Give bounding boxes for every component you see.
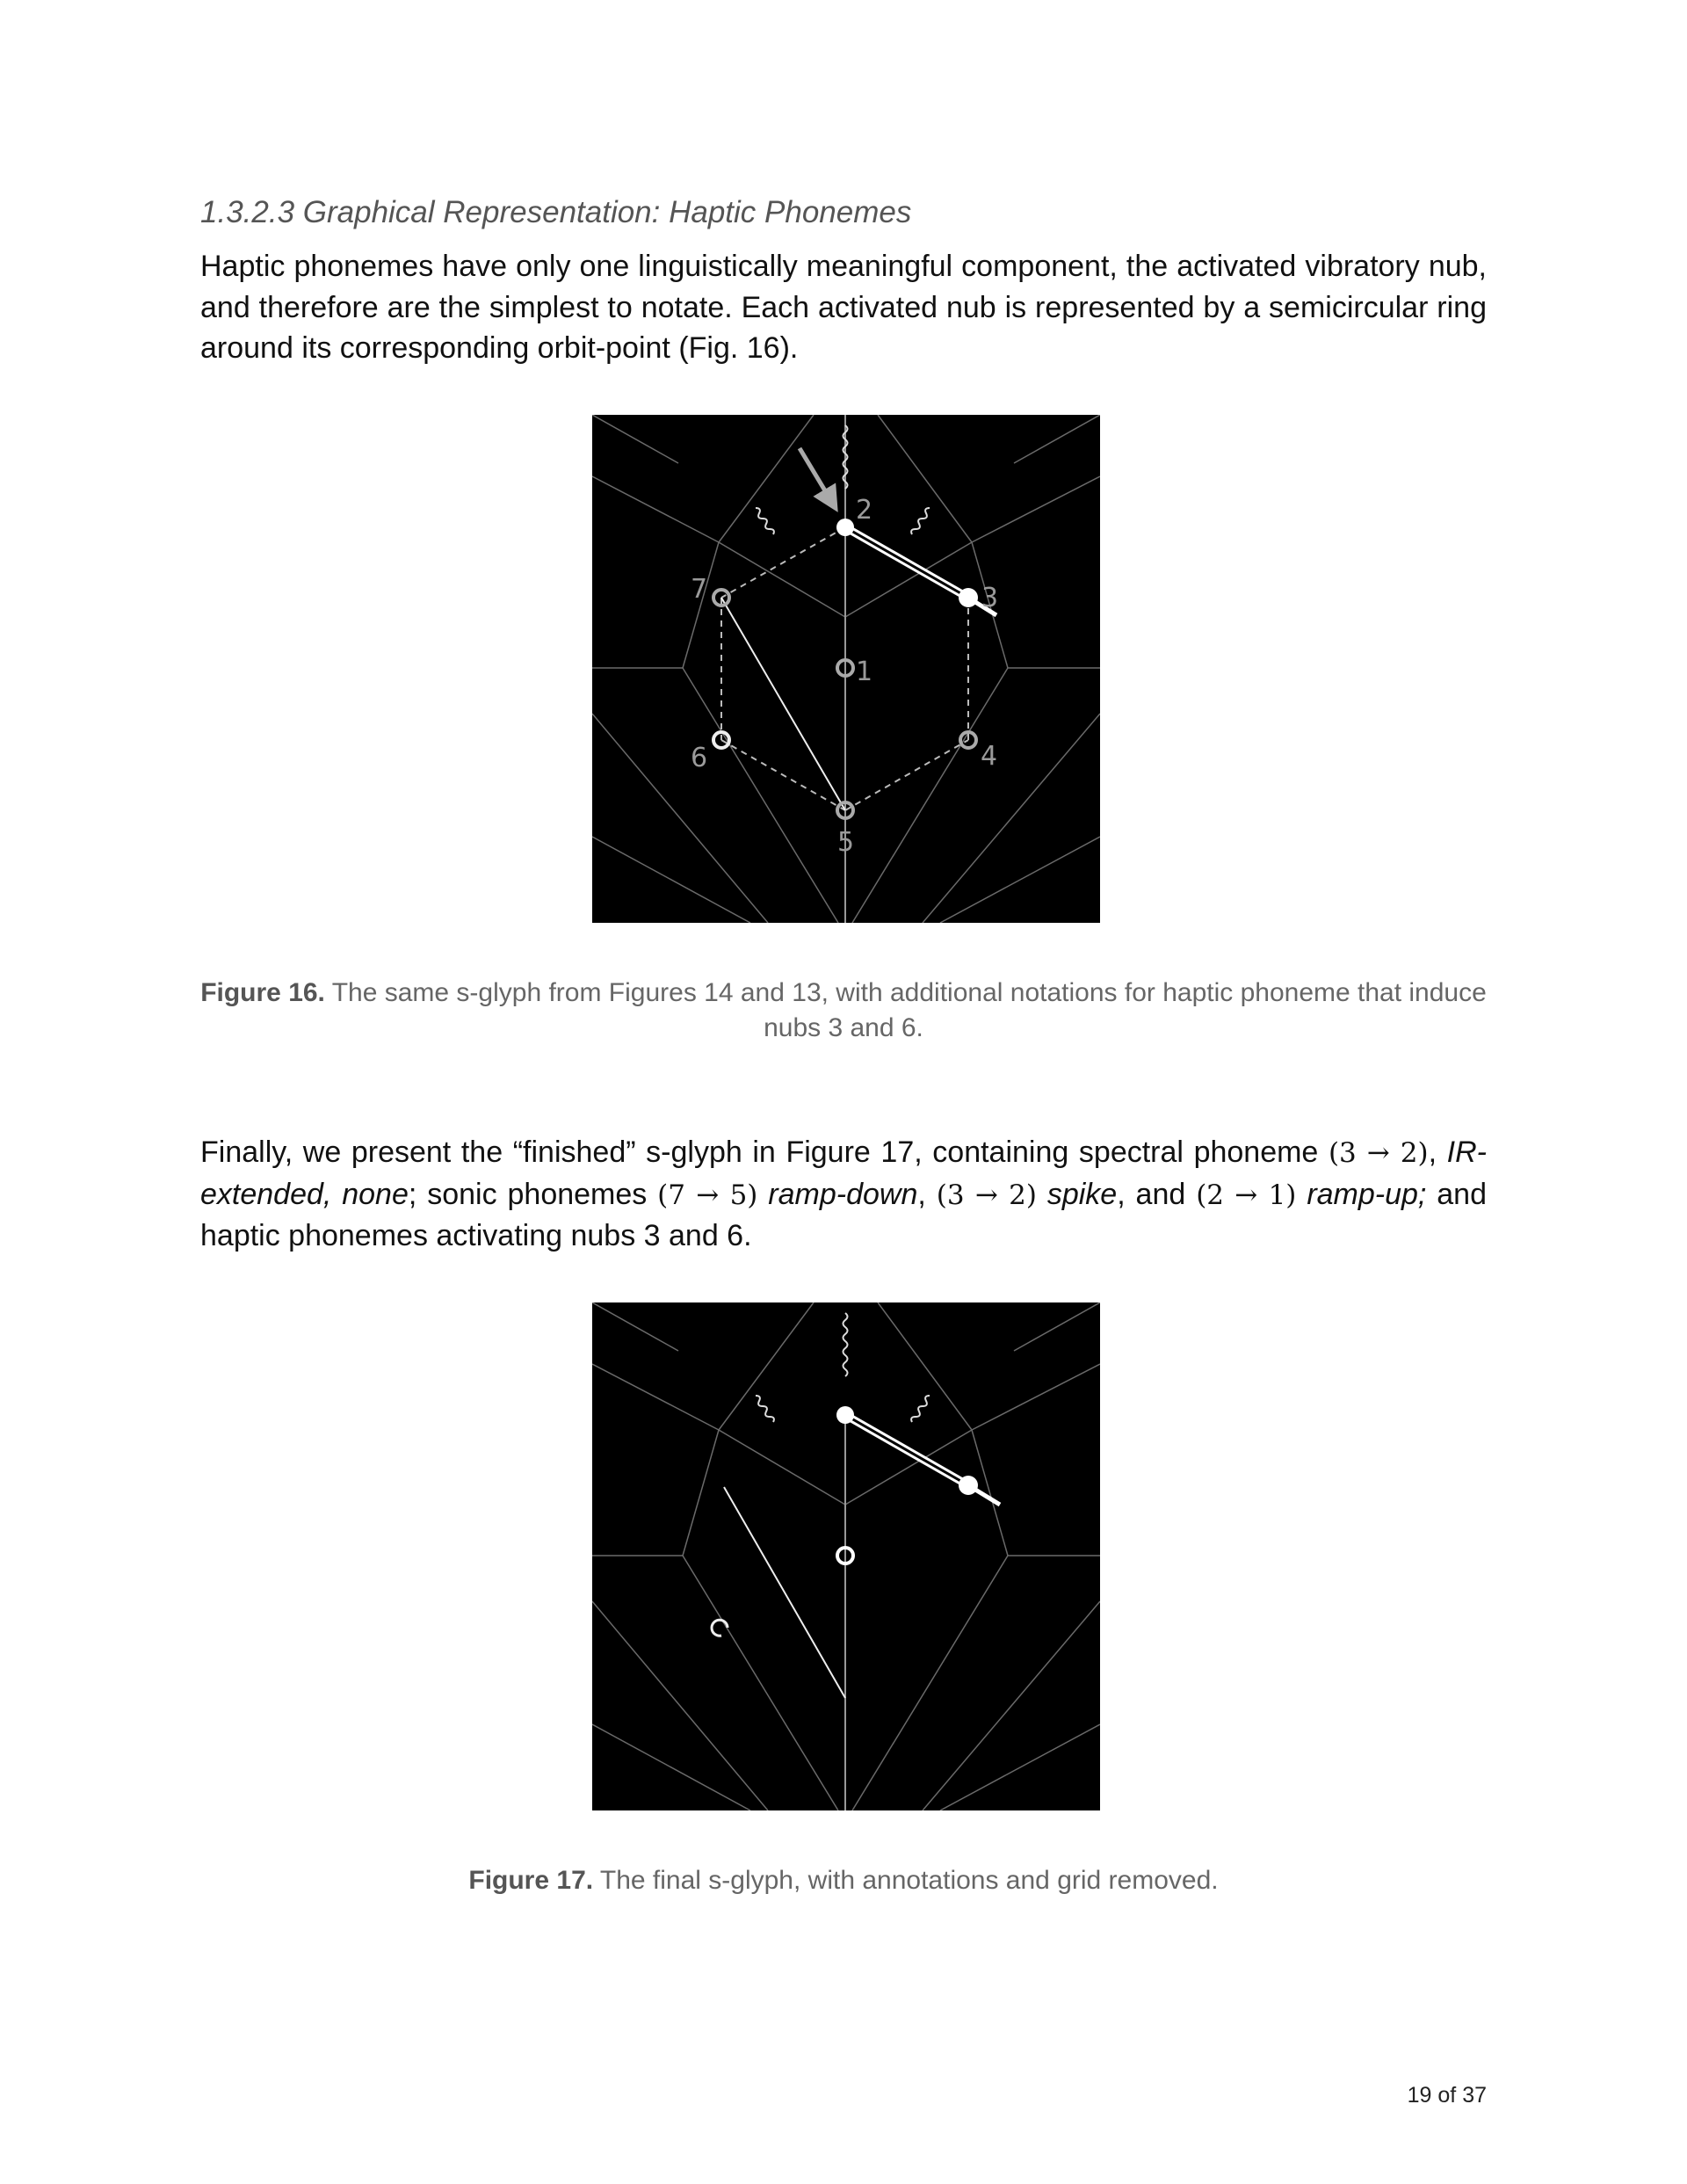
- p2-text-2: ,: [1428, 1136, 1447, 1169]
- p2-text-4: [757, 1178, 768, 1211]
- spectral-phoneme-bar-inner: [845, 1415, 968, 1485]
- sonic-phoneme-line: [724, 1487, 845, 1698]
- node-label-2: 2: [856, 495, 873, 526]
- figure-17-caption: [200, 1863, 1487, 1898]
- paragraph-haptic-intro: Haptic phonemes have only one linguistically meaningful component, the activated vibratory nub, and therefore are the simplest to notate. Each activated nub is represented by a semicircular ring around its corresponding orbit-point (Fig. 16).: [200, 250, 1487, 365]
- vibration-squiggles: [756, 425, 930, 534]
- node-label-6: 6: [691, 743, 708, 773]
- p2-italic-2: ramp-down: [768, 1177, 918, 1211]
- node-label-4: 4: [981, 741, 998, 772]
- p2-math-1: (3 → 2): [1328, 1137, 1429, 1169]
- p2-math-4: (2 → 1): [1196, 1179, 1297, 1211]
- figure-16-caption-text: The same s-glyph from Figures 14 and 13, with additional notations for haptic phoneme that induce nubs 3 and 6.: [324, 978, 1487, 1042]
- p2-text-6: [1037, 1178, 1047, 1211]
- p2-italic-4: ramp-up;: [1307, 1177, 1427, 1211]
- figure-17-label: Figure 17.: [468, 1866, 594, 1895]
- vibration-squiggles: [756, 1313, 930, 1422]
- p2-text-5: ,: [917, 1177, 937, 1211]
- section-heading: 1.3.2.3 Graphical Representation: Haptic Phonemes: [200, 195, 912, 229]
- paragraph-finished-glyph: [200, 1132, 1487, 1257]
- p2-text-9: and haptic phonemes activating nubs 3 and 6.: [200, 1177, 1487, 1252]
- p2-text-3: ; sonic phonemes: [408, 1177, 658, 1211]
- orbit-point-3-dot: [959, 588, 978, 607]
- haptic-semicircle-ring: [712, 1620, 728, 1636]
- p2-italic-1: IR-extended, none: [200, 1136, 1487, 1211]
- arrow-icon: [800, 448, 831, 501]
- figure-17-image: [592, 1302, 1100, 1810]
- figure-16-image: [592, 415, 1100, 923]
- node-label-1: 1: [856, 657, 873, 687]
- orbit-point-3-dot: [959, 1476, 978, 1495]
- node-label-5: 5: [837, 827, 855, 858]
- orbit-point-2-dot: [836, 519, 854, 536]
- node-label-7: 7: [691, 574, 708, 605]
- figure-16-label: Figure 16.: [200, 978, 325, 1007]
- p2-math-2: (7 → 5): [657, 1179, 758, 1211]
- p2-text-7: , and: [1117, 1177, 1197, 1211]
- orbit-point-2-dot: [836, 1406, 854, 1424]
- p2-math-3: (3 → 2): [936, 1179, 1037, 1211]
- p2-italic-3: spike: [1046, 1177, 1118, 1211]
- figure-16-caption: [200, 976, 1487, 1046]
- page-number: 19 of 37: [1407, 2083, 1487, 2108]
- figure-17-caption-text: The final s-glyph, with annotations and grid removed.: [593, 1866, 1219, 1895]
- node-label-3: 3: [981, 583, 999, 613]
- spectral-phoneme-bar-inner: [845, 527, 968, 598]
- p2-text-1: Finally, we present the “finished” s-glyph in Figure 17, containing spectral phoneme: [200, 1136, 1329, 1169]
- p2-text-8: [1296, 1178, 1307, 1211]
- sonic-phoneme-line: [721, 598, 845, 810]
